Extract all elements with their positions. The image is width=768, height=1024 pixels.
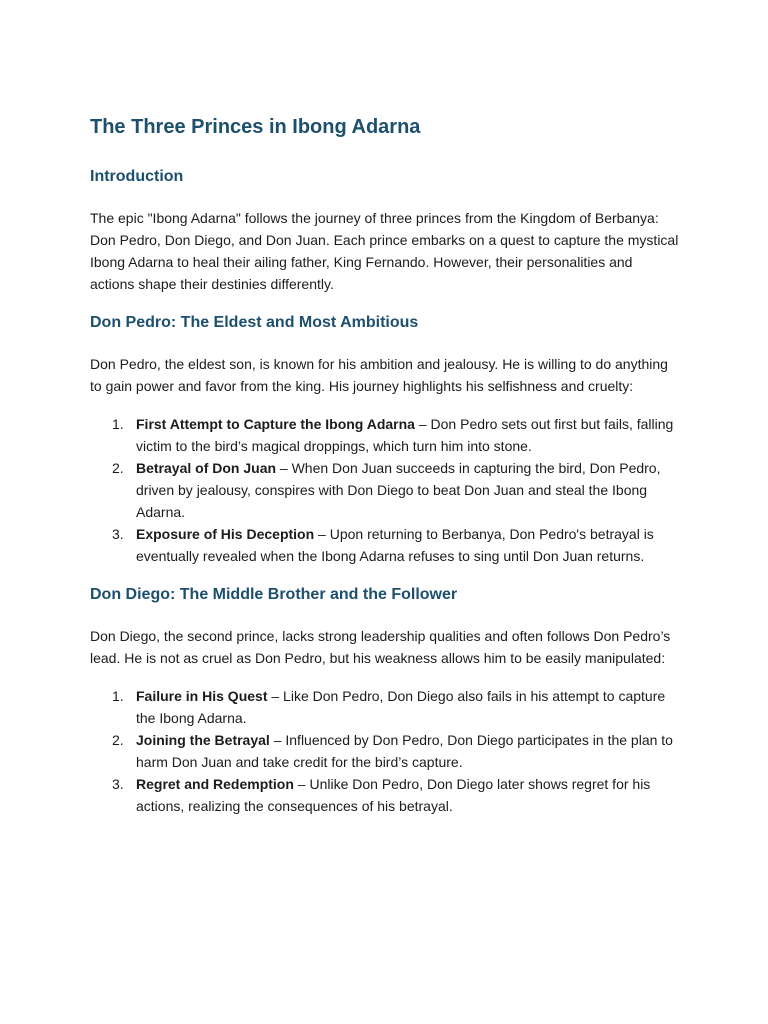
list-number: 3. [112,776,124,792]
introduction-paragraph: The epic "Ibong Adarna" follows the journey of three princes from the Kingdom of Berbanya: Don Pedro, Don Diego, and Don Juan. Each prince embarks on a quest to capture the mystical Ibong Adarna to heal their ailing father, King Fernando. However, their personalities and actions shape their destinies differently. [90,210,679,292]
list-item [90,729,680,773]
list-number: 1. [112,688,124,704]
list-item [90,413,680,457]
list-item [90,773,680,817]
list-item-title: Betrayal of Don Juan [136,460,277,476]
list-item-text: – When Don Juan succeeds in capturing the bird, Don Pedro, driven by jealousy, conspires with Don Diego to beat Don Juan and steal the Ibong Adarna. [136,460,661,520]
list-item-title: Joining the Betrayal [136,732,270,748]
don-pedro-heading: Don Pedro: The Eldest and Most Ambitious [90,314,419,331]
list-item [90,457,680,523]
list-item [90,685,680,729]
list-item-text: – Like Don Pedro, Don Diego also fails in his attempt to capture the Ibong Adarna. [136,688,666,726]
list-item-text: – Don Pedro sets out first but fails, falling victim to the bird’s magical droppings, which turn him into stone. [136,416,674,454]
don-pedro-paragraph: Don Pedro, the eldest son, is known for his ambition and jealousy. He is willing to do anything to gain power and favor from the king. His journey highlights his selfishness and cruelty: [90,356,668,394]
document-page [90,112,680,833]
list-item [90,523,680,567]
don-diego-paragraph: Don Diego, the second prince, lacks strong leadership qualities and often follows Don Pedro’s lead. He is not as cruel as Don Pedro, but his weakness allows him to be easily manipulated: [90,628,671,666]
list-item-title: Exposure of His Deception [136,526,315,542]
document-title: The Three Princes in Ibong Adarna [90,116,421,138]
introduction-heading: Introduction [90,168,184,185]
list-item-text: – Upon returning to Berbanya, Don Pedro's betrayal is eventually revealed when the Ibong Adarna refuses to sing until Don Juan returns. [136,526,654,564]
don-pedro-list [90,413,680,567]
don-diego-list [90,685,680,817]
don-diego-heading: Don Diego: The Middle Brother and the Follower [90,586,458,603]
list-item-text: – Influenced by Don Pedro, Don Diego participates in the plan to harm Don Juan and take credit for the bird’s capture. [136,732,673,770]
list-item-title: Regret and Redemption [136,776,294,792]
list-number: 2. [112,732,124,748]
list-item-text: – Unlike Don Pedro, Don Diego later shows regret for his actions, realizing the consequences of his betrayal. [136,776,651,814]
list-number: 1. [112,416,124,432]
list-item-title: Failure in His Quest [136,688,268,704]
list-number: 2. [112,460,124,476]
list-number: 3. [112,526,124,542]
list-item-title: First Attempt to Capture the Ibong Adarna [136,416,415,432]
